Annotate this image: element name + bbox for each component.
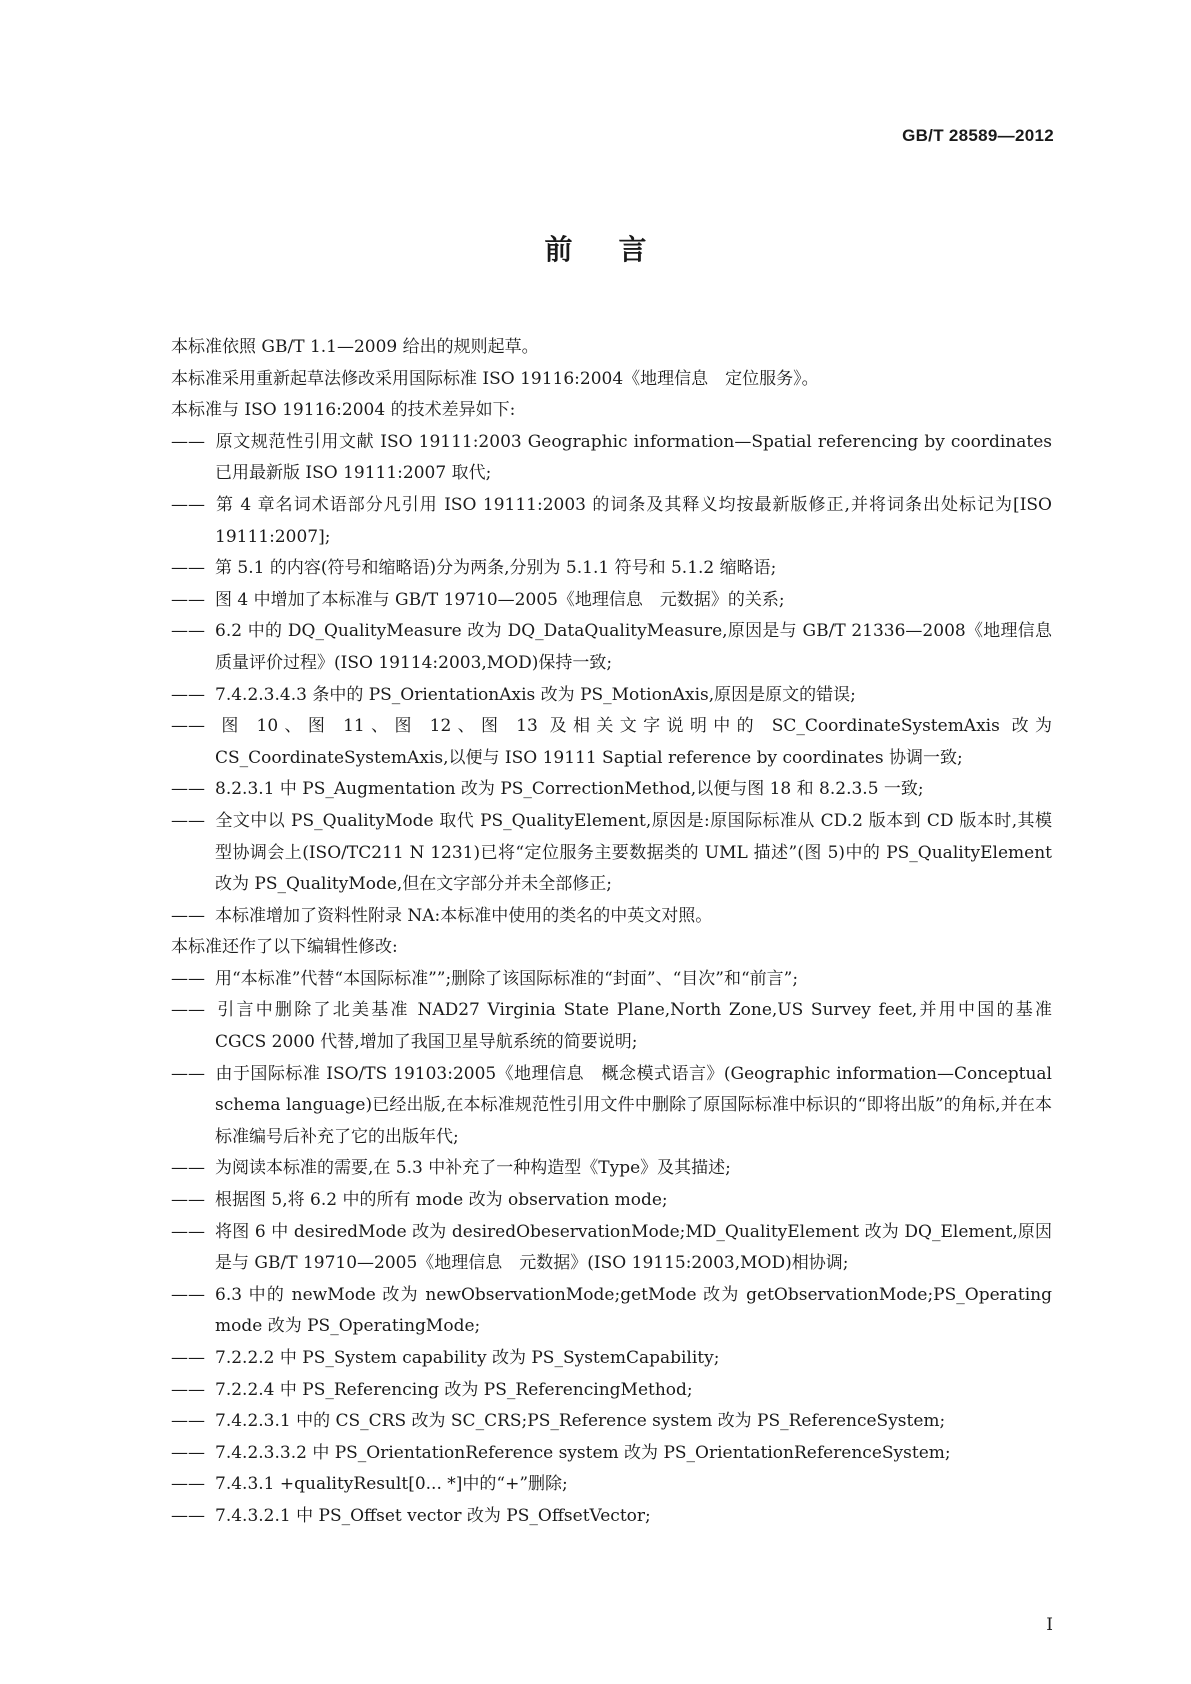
list-item-text: 7.2.2.2 中 PS_System capability 改为 PS_SystemCapability;: [215, 1348, 720, 1368]
list-item: [171, 1059, 1052, 1154]
list-item: [171, 1438, 1052, 1470]
list-item: [171, 1406, 1052, 1438]
list-item-text: 本标准增加了资料性附录 NA:本标准中使用的类名的中英文对照。: [215, 905, 713, 926]
list-dash: ——: [171, 1348, 205, 1368]
list-item-text: 为阅读本标准的需要,在 5.3 中补充了一种构造型《Type》及其描述;: [215, 1158, 731, 1179]
list-item-text: 原文规范性引用文献 ISO 19111:2003 Geographic information—Spatial referencing by coordinates 已用最新版 ISO 19111:2007 取代;: [215, 431, 1052, 484]
list-item-text: 图 10、图 11、图 12、图 13 及相关文字说明中的 SC_CoordinateSystemAxis 改为 CS_CoordinateSystemAxis,以便与 ISO 19111 Saptial reference by coordinates 协调一致;: [215, 716, 1052, 768]
list-dash: ——: [171, 1158, 205, 1179]
list-item: [171, 901, 1052, 933]
list-dash: ——: [171, 558, 205, 579]
list-item-text: 引言中删除了北美基准 NAD27 Virginia State Plane,North Zone,US Survey feet,并用中国的基准 CGCS 2000 代替,增加了我国卫星导航系统的简要说明;: [215, 1000, 1052, 1053]
list-item-text: 8.2.3.1 中 PS_Augmentation 改为 PS_CorrectionMethod,以便与图 18 和 8.2.3.5 一致;: [215, 779, 924, 800]
list-dash: ——: [171, 1000, 205, 1021]
list-item-text: 6.3 中的 newMode 改为 newObservationMode;getMode 改为 getObservationMode;PS_Operating mode 改为 PS_OperatingMode;: [215, 1284, 1052, 1337]
paragraph: 本标准采用重新起草法修改采用国际标准 ISO 19116:2004《地理信息 定位服务》。: [171, 368, 819, 389]
list-dash: ——: [171, 1442, 205, 1463]
list-dash: ——: [171, 716, 205, 737]
list-item: [171, 806, 1052, 901]
list-dash: ——: [171, 810, 205, 831]
list-item: [171, 1469, 1052, 1501]
list-item: [171, 1185, 1052, 1217]
list-dash: ——: [171, 494, 205, 515]
list-item-text: 全文中以 PS_QualityMode 取代 PS_QualityElement,原因是:原国际标准从 CD.2 版本到 CD 版本时,其模型协调会上(ISO/TC211 N 1231)已将“定位服务主要数据类的 UML 描述”(图 5)中的 PS_QualityElement 改为 PS_QualityMode,但在文字部分并未全部修正;: [215, 810, 1052, 895]
list-dash: ——: [171, 1284, 205, 1305]
foreword-body: [171, 332, 1069, 1533]
list-item: [171, 1153, 1052, 1185]
list-item: [171, 1343, 1052, 1375]
list-item-text: 7.4.2.3.1 中的 CS_CRS 改为 SC_CRS;PS_Reference system 改为 PS_ReferenceSystem;: [215, 1411, 946, 1432]
list-item-text: 图 4 中增加了本标准与 GB/T 19710—2005《地理信息 元数据》的关系;: [215, 589, 785, 610]
list-item: [171, 995, 1052, 1058]
list-item-text: 根据图 5,将 6.2 中的所有 mode 改为 observation mode;: [215, 1190, 668, 1211]
list-item-text: 7.4.2.3.4.3 条中的 PS_OrientationAxis 改为 PS_MotionAxis,原因是原文的错误;: [215, 684, 856, 705]
list-dash: ——: [171, 431, 205, 452]
list-item-text: 第 4 章名词术语部分凡引用 ISO 19111:2003 的词条及其释义均按最新版修正,并将词条出处标记为[ISO 19111:2007];: [215, 494, 1052, 547]
list-dash: ——: [171, 621, 205, 642]
list-item: [171, 1375, 1052, 1407]
list-dash: ——: [171, 968, 205, 989]
list-item: [171, 585, 1052, 617]
paragraph: 本标准依照 GB/T 1.1—2009 给出的规则起草。: [171, 337, 539, 357]
paragraph: 本标准与 ISO 19116:2004 的技术差异如下:: [171, 400, 516, 421]
list-item-text: 将图 6 中 desiredMode 改为 desiredObeservationMode;MD_QualityElement 改为 DQ_Element,原因是与 GB/T 19710—2005《地理信息 元数据》(ISO 19115:2003,MOD)相协调;: [215, 1221, 1052, 1274]
list-dash: ——: [171, 1379, 205, 1400]
list-item: [171, 490, 1052, 553]
list-dash: ——: [171, 1190, 205, 1211]
list-item: [171, 711, 1052, 774]
list-item: [171, 1501, 1052, 1533]
page-number: I: [1046, 1615, 1053, 1635]
list-item-text: 7.4.3.2.1 中 PS_Offset vector 改为 PS_OffsetVector;: [215, 1505, 651, 1526]
list-item: [171, 680, 1052, 712]
list-dash: ——: [171, 1221, 205, 1242]
list-item: [171, 1280, 1052, 1343]
list-item-text: 6.2 中的 DQ_QualityMeasure 改为 DQ_DataQualityMeasure,原因是与 GB/T 21336—2008《地理信息 质量评价过程》(ISO 19114:2003,MOD)保持一致;: [215, 621, 1069, 673]
list-dash: ——: [171, 1063, 205, 1084]
list-item: [171, 1217, 1052, 1280]
list-dash: ——: [171, 779, 205, 800]
list-dash: ——: [171, 1411, 205, 1432]
list-item-text: 7.2.2.4 中 PS_Referencing 改为 PS_ReferencingMethod;: [215, 1379, 693, 1400]
list-dash: ——: [171, 684, 205, 705]
standard-number: GB/T 28589—2012: [902, 126, 1054, 145]
list-dash: ——: [171, 1474, 205, 1495]
list-dash: ——: [171, 905, 205, 926]
list-item: [171, 616, 1069, 679]
list-dash: ——: [171, 1505, 205, 1526]
list-item-text: 7.4.3.1 +qualityResult[0... *]中的“+”删除;: [215, 1474, 568, 1495]
list-item: [171, 964, 1052, 996]
list-item: [171, 427, 1052, 490]
list-item-text: 用“本标准”代替“本国际标准””;删除了该国际标准的“封面”、“目次”和“前言”;: [215, 968, 799, 989]
list-item: [171, 553, 1052, 585]
list-item-text: 第 5.1 的内容(符号和缩略语)分为两条,分别为 5.1.1 符号和 5.1.2 缩略语;: [215, 558, 777, 579]
list-item-text: 由于国际标准 ISO/TS 19103:2005《地理信息 概念模式语言》(Geographic information—Conceptual schema language)已经出版,在本标准规范性引用文件中删除了原国际标准中标识的“即将出版”的角标,并在本标准编号后补充了它的出版年代;: [215, 1063, 1052, 1147]
page-title: 前言: [544, 233, 693, 266]
list-item: [171, 774, 1052, 806]
list-dash: ——: [171, 589, 205, 610]
list-item-text: 7.4.2.3.3.2 中 PS_OrientationReference system 改为 PS_OrientationReferenceSystem;: [215, 1442, 951, 1463]
paragraph: 本标准还作了以下编辑性修改:: [171, 937, 398, 958]
